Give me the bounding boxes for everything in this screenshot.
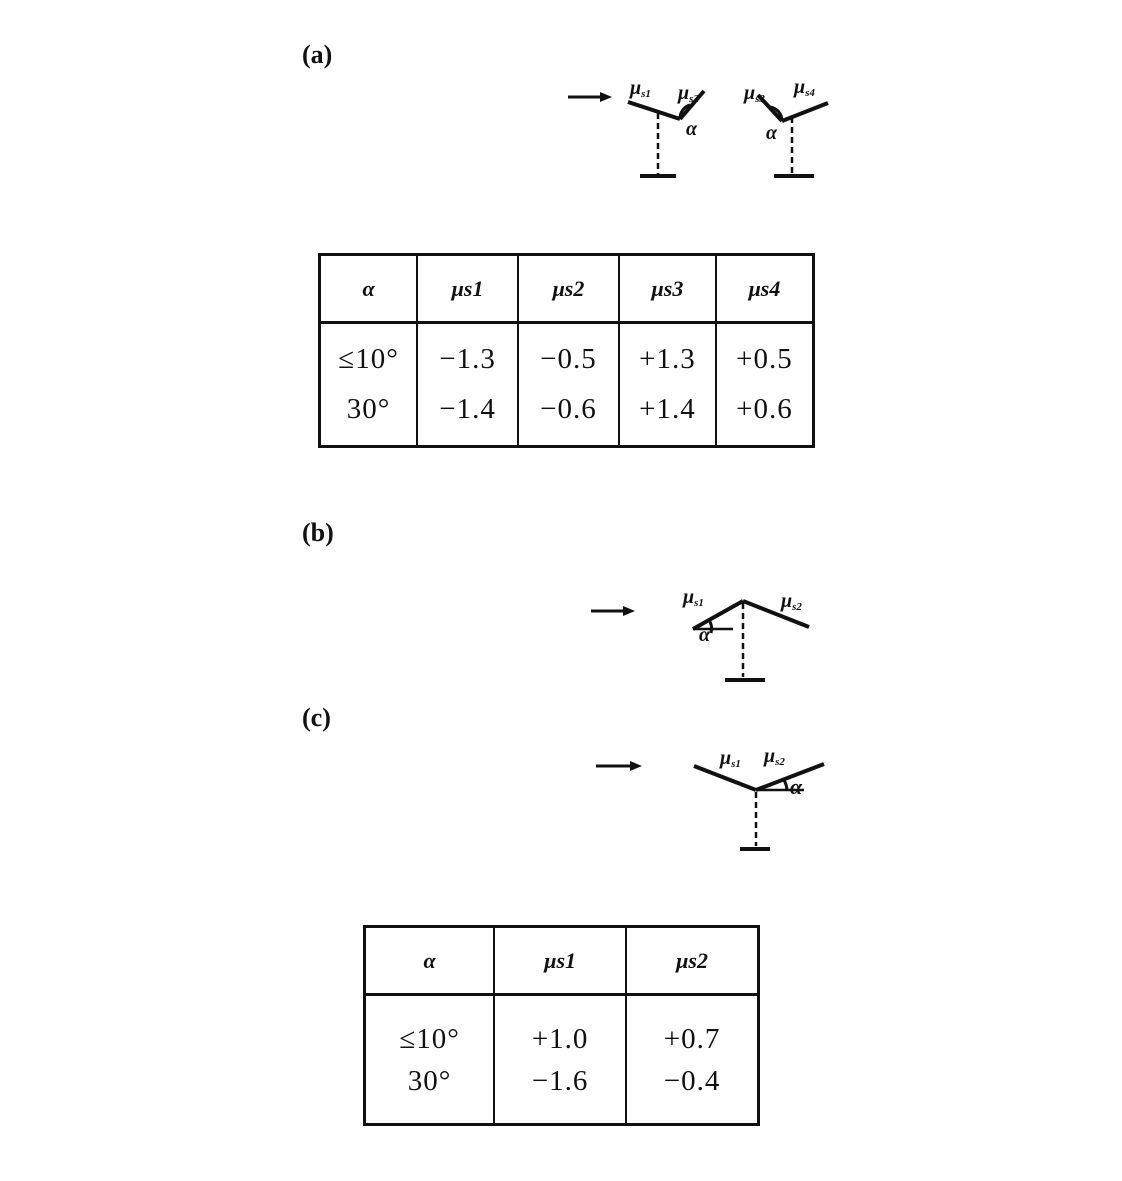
panel-b-diagram: [585, 585, 825, 685]
panel-c-diagram: [590, 740, 840, 855]
table-a-header-mu-s1: μs1: [417, 255, 518, 323]
table-a-cell: +1.4: [619, 385, 716, 447]
panel-a-diagram: [560, 75, 840, 185]
butterfly-canopy-structure: [694, 764, 824, 849]
table-c-header-mu-s1: μs1: [494, 927, 626, 995]
panel-a-label: (a): [302, 40, 333, 69]
svg-text:μs1: μs1: [683, 586, 704, 609]
svg-text:μs2: μs2: [781, 590, 802, 613]
table-a-cell: +1.3: [619, 323, 716, 385]
svg-text:μs1: μs1: [720, 747, 741, 770]
panel-b-label: (b): [302, 518, 334, 547]
table-c-cell: ≤10° 30°: [365, 995, 495, 1125]
svg-text:μs4: μs4: [794, 76, 815, 99]
table-c-header-alpha: α: [365, 927, 495, 995]
panel-c-label: (c): [302, 703, 331, 732]
panel-c-coefficient-table: [363, 925, 760, 1126]
table-c-header-mu-s2: μs2: [626, 927, 758, 995]
table-a-cell: +0.5: [716, 323, 814, 385]
svg-text:α: α: [699, 624, 711, 646]
table-row: [320, 385, 814, 447]
svg-text:α: α: [790, 774, 803, 799]
svg-text:μs1: μs1: [630, 77, 651, 100]
table-a-cell: 30°: [320, 385, 418, 447]
table-a-cell: ≤10°: [320, 323, 418, 385]
table-a-cell: −1.3: [417, 323, 518, 385]
svg-text:α: α: [686, 118, 698, 140]
table-row: [365, 995, 759, 1125]
table-a-cell: −0.5: [518, 323, 619, 385]
table-c-cell: +1.0 −1.6: [494, 995, 626, 1125]
table-c-cell: +0.7 −0.4: [626, 995, 758, 1125]
table-row: [320, 323, 814, 385]
wind-arrow-icon: [568, 92, 612, 102]
panel-a-coefficient-table: [318, 253, 815, 448]
svg-text:μs2: μs2: [764, 745, 785, 768]
wind-arrow-icon: [591, 606, 635, 616]
wind-arrow-icon: [596, 761, 642, 771]
svg-text:μs2: μs2: [678, 82, 699, 105]
table-a-cell: −0.6: [518, 385, 619, 447]
table-a-header-alpha: α: [320, 255, 418, 323]
svg-text:α: α: [766, 122, 778, 144]
table-a-header-mu-s4: μs4: [716, 255, 814, 323]
table-a-cell: +0.6: [716, 385, 814, 447]
table-a-header-mu-s3: μs3: [619, 255, 716, 323]
table-a-cell: −1.4: [417, 385, 518, 447]
svg-text:μs3: μs3: [744, 82, 765, 105]
table-a-header-mu-s2: μs2: [518, 255, 619, 323]
